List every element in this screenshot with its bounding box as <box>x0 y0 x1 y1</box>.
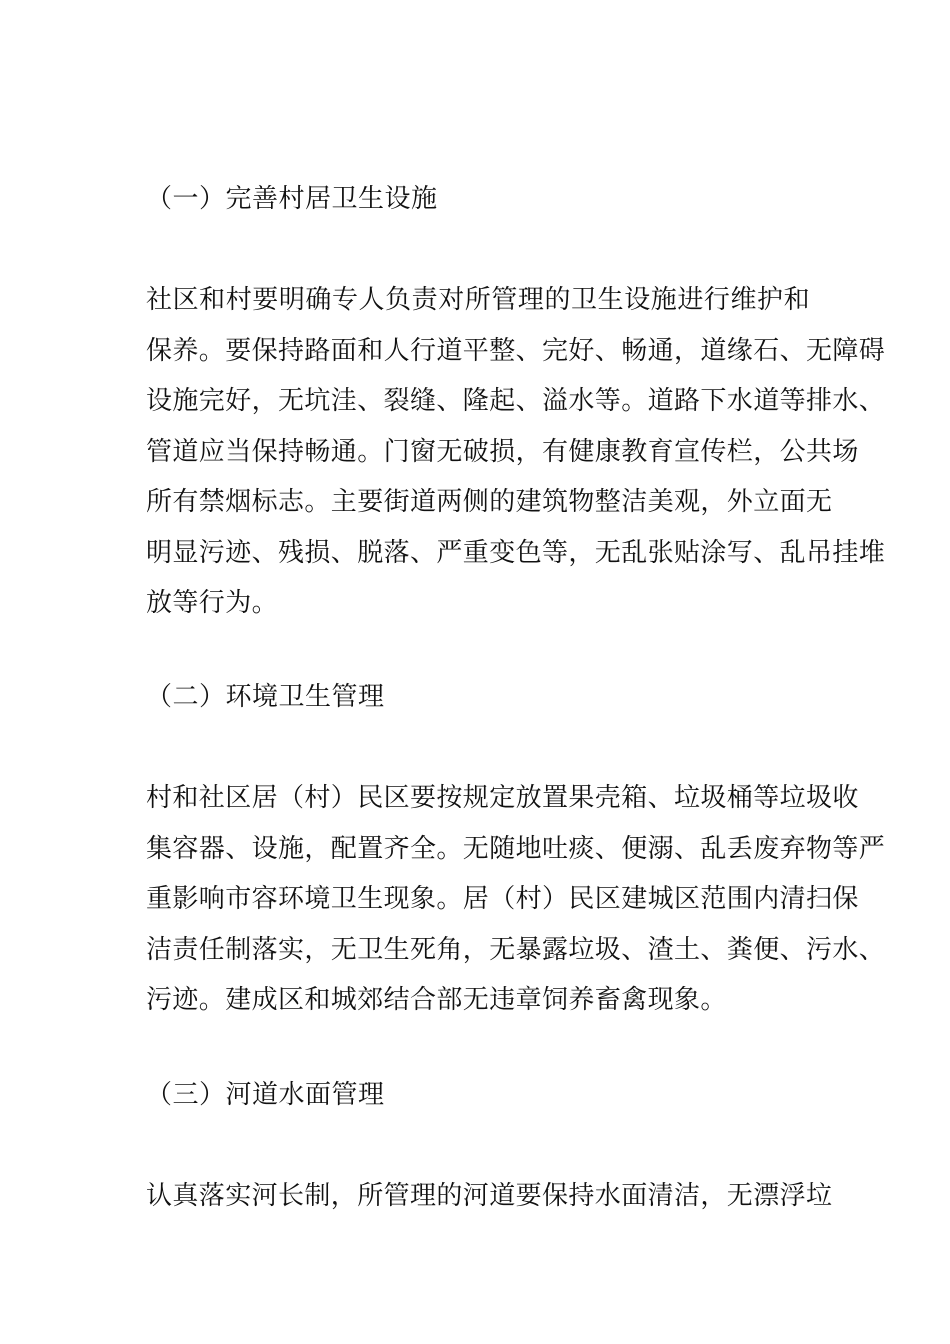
section-paragraph-1 <box>146 284 886 638</box>
section-paragraph-2 <box>146 782 886 1035</box>
paragraph-line: 重影响市容环境卫生现象。居（村）民区建城区范围内清扫保 <box>146 884 859 914</box>
paragraph-line: 社区和村要明确专人负责对所管理的卫生设施进行维护和 <box>146 285 810 315</box>
section-heading-2: （二）环境卫生管理 <box>146 682 385 712</box>
paragraph-line: 明显污迹、残损、脱落、严重变色等，无乱张贴涂写、乱吊挂堆 <box>146 537 886 568</box>
section-heading-3: （三）河道水面管理 <box>146 1080 385 1110</box>
paragraph-line: 污迹。建成区和城郊结合部无违章饲养畜禽现象。 <box>146 985 727 1015</box>
paragraph-line: 管道应当保持畅通。门窗无破损，有健康教育宣传栏，公共场 <box>146 436 859 467</box>
section-paragraph-3 <box>146 1180 833 1231</box>
paragraph-line: 村和社区居（村）民区要按规定放置果壳箱、垃圾桶等垃圾收 <box>146 783 859 813</box>
paragraph-line: 认真落实河长制，所管理的河道要保持水面清洁，无漂浮垃 <box>146 1181 833 1211</box>
paragraph-line: 集容器、设施，配置齐全。无随地吐痰、便溺、乱丢废弃物等严 <box>146 833 886 864</box>
section-heading-1: （一）完善村居卫生设施 <box>146 184 438 214</box>
paragraph-line: 所有禁烟标志。主要街道两侧的建筑物整洁美观，外立面无 <box>146 487 833 517</box>
paragraph-line: 保养。要保持路面和人行道平整、完好、畅通，道缘石、无障碍 <box>146 335 886 366</box>
paragraph-line: 洁责任制落实，无卫生死角，无暴露垃圾、渣土、粪便、污水、 <box>146 934 886 965</box>
paragraph-line: 放等行为。 <box>146 588 279 618</box>
paragraph-line: 设施完好，无坑洼、裂缝、隆起、溢水等。道路下水道等排水、 <box>146 386 886 416</box>
